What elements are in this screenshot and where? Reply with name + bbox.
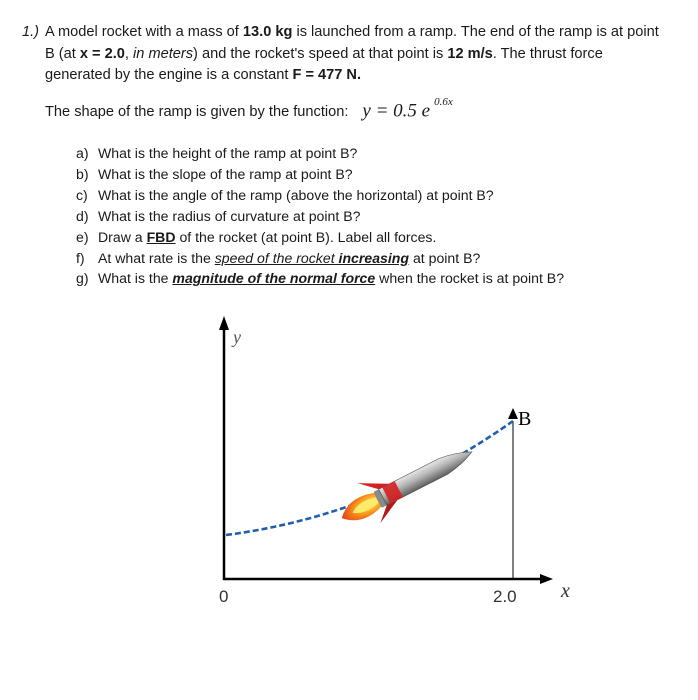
question-letter: d) xyxy=(76,207,89,224)
text-segment: Draw a xyxy=(98,228,147,245)
ramp-curve xyxy=(226,421,513,535)
x-axis-arrowhead xyxy=(540,574,553,584)
text-segment: . The thrust force generated by the engine is a constant xyxy=(45,45,603,83)
text-segment: is launched from a ramp. The end of the ramp is at point B (at xyxy=(45,24,659,62)
question-letter: c) xyxy=(76,186,88,203)
text-segment: What is the xyxy=(98,270,173,287)
problem-number: 1.) xyxy=(22,24,40,40)
question-letter: b) xyxy=(76,165,89,182)
origin-label: 0 xyxy=(219,587,229,606)
x-tick-label: 2.0 xyxy=(493,587,517,606)
question-letter: g) xyxy=(76,270,89,287)
x-axis-label: x xyxy=(561,580,570,602)
force-value: F = 477 N. xyxy=(292,67,362,83)
question-text: What is the radius of curvature at point B? xyxy=(98,207,361,224)
question-letter: e) xyxy=(76,228,89,245)
mass-value: 13.0 kg xyxy=(242,24,293,40)
shape-intro: The shape of the ramp is given by the function: xyxy=(45,104,349,121)
emphasis-normal-force: magnitude of the normal force xyxy=(172,270,376,287)
fbd-term: FBD xyxy=(146,228,176,245)
equation-exponent: 0.6x xyxy=(434,96,453,108)
speed-value: 12 m/s xyxy=(447,45,493,62)
y-axis-arrowhead xyxy=(219,316,229,330)
question-text: What is the height of the ramp at point B? xyxy=(98,145,358,161)
text-segment: A model rocket with a mass of xyxy=(45,24,243,40)
emphasis-speed: speed of the rocket xyxy=(214,249,339,266)
point-b-label: B xyxy=(518,408,532,430)
question-letter: a) xyxy=(76,145,89,161)
rocket-icon xyxy=(331,430,482,537)
x-value: x = 2.0 xyxy=(79,45,125,62)
question-text: What is the slope of the ramp at point B? xyxy=(98,165,353,182)
units-note: in meters xyxy=(133,45,194,62)
emphasis-increasing: increasing xyxy=(338,249,410,266)
text-segment: At what rate is the xyxy=(98,249,215,266)
y-axis-label: y xyxy=(233,327,241,347)
text-segment: ) and the rocket's speed at that point is xyxy=(193,45,448,62)
point-b-arrowhead xyxy=(508,408,518,419)
text-segment: at point B? xyxy=(409,249,481,266)
text-segment: of the rocket (at point B). Label all forces. xyxy=(175,228,437,245)
equation-base: y = 0.5 e xyxy=(362,100,431,122)
text-segment: , xyxy=(124,45,134,62)
question-text: What is the angle of the ramp (above the horizontal) at point B? xyxy=(98,186,494,203)
text-segment: when the rocket is at point B? xyxy=(375,270,565,287)
question-letter: f) xyxy=(76,249,85,266)
